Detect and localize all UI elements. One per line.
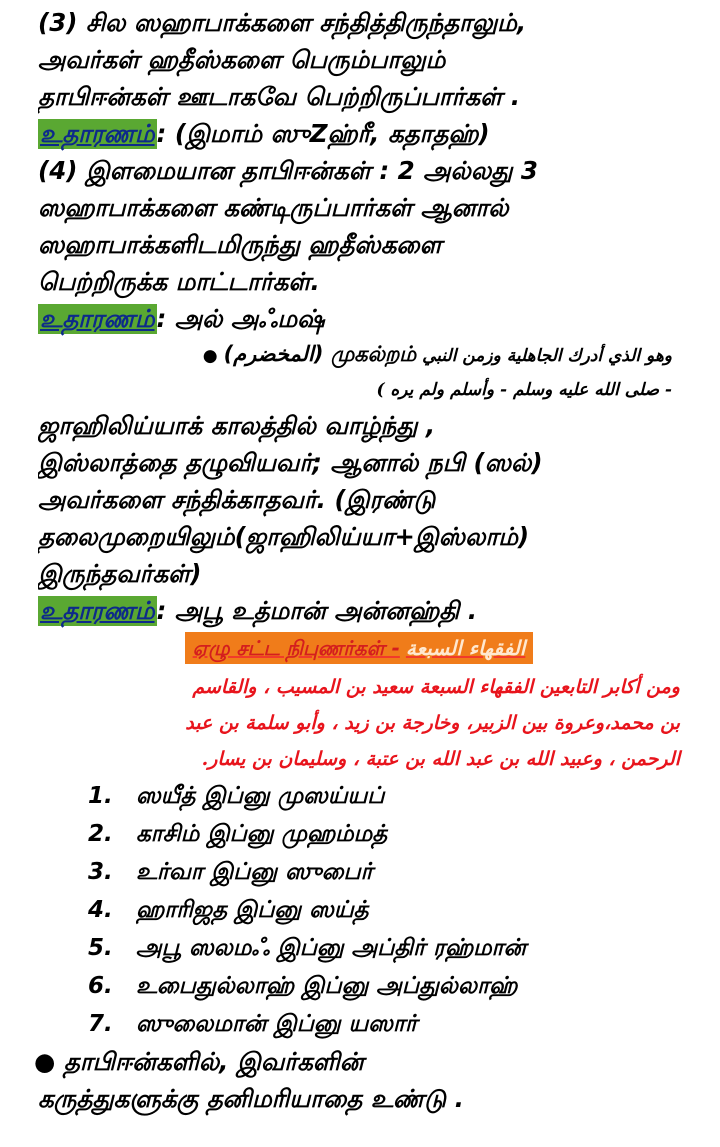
jurists-arabic-line-1: ومن أكابر التابعين الفقهاء السبعة سعيد بن المسيب ، والقاسم — [192, 676, 680, 698]
list-number: 6. — [88, 973, 113, 999]
para3-example — [38, 115, 710, 152]
list-item — [88, 815, 710, 853]
example-label: உதாரணம் — [40, 119, 155, 148]
para4-line-4: பெற்றிருக்க மாட்டார்கள். — [38, 267, 320, 296]
list-item — [88, 777, 710, 815]
para4-line-2: ஸஹாபாக்களை கண்டிருப்பார்கள் ஆனால் — [38, 193, 509, 222]
list-number: 2. — [88, 821, 113, 847]
mukhadram-definition-line-1 — [38, 337, 710, 373]
list-item — [88, 1005, 710, 1043]
jurists-arabic-line-3: الرحمن ، وعبيد الله بن عبد الله بن عتبة ، وسليمان بن يسار. — [201, 748, 680, 770]
mukhadram-definition-line-2: - صلى الله عليه وسلم - وأسلم ولم يره ) — [376, 380, 672, 400]
list-text: ஸுலைமான் இப்னு யஸார் — [136, 1011, 417, 1037]
list-number: 4. — [88, 897, 113, 923]
example-text: : அபூ உத்மான் அன்னஹ்தி . — [156, 596, 478, 625]
example-text: : (இமாம் ஸுZஹ்ரீ, கதாதஹ்) — [156, 119, 490, 148]
para4-example — [38, 300, 710, 337]
jurists-arabic-line-2: بن محمد،وعروة بين الزبير، وخارجة بن زيد ، وأبو سلمة بن عبد — [185, 712, 680, 734]
para3-line-3: தாபிஈன்கள் ஊடாகவே பெற்றிருப்பார்கள் . — [38, 82, 521, 111]
example-label: உதாரணம் — [40, 304, 155, 333]
list-text: உபைதுல்லாஹ் இப்னு அப்துல்லாஹ் — [136, 973, 518, 999]
list-text: காசிம் இப்னு முஹம்மத் — [136, 821, 388, 847]
list-number: 5. — [88, 935, 113, 961]
list-text: அபூ ஸலமஃ இப்னு அப்திர் ரஹ்மான் — [136, 935, 526, 961]
jurists-list — [38, 777, 710, 1043]
list-text: ஹாரிஜத இப்னு ஸய்த் — [136, 897, 369, 923]
mukhadram-line-3: அவர்களை சந்திக்காதவர். (இரண்டு — [38, 485, 436, 514]
list-item — [88, 891, 710, 929]
closing-text-1: தாபிஈன்களில், இவர்களின் — [63, 1047, 364, 1076]
para4-line-1: (4) இளமையான தாபிஈன்கள் : 2 அல்லது 3 — [38, 156, 538, 185]
mukhadram-line-5: இருந்தவர்கள்) — [38, 559, 202, 588]
para3-line-2: அவர்கள் ஹதீஸ்களை பெரும்பாலும் — [38, 45, 446, 74]
mukhadram-example — [38, 592, 710, 629]
example-label: உதாரணம் — [40, 596, 155, 625]
mukhadram-arabic-1: وهو الذي أدرك الجاهلية وزمن النبي — [422, 346, 672, 366]
para4-line-3: ஸஹாபாக்களிடமிருந்து ஹதீஸ்களை — [38, 230, 442, 259]
seven-jurists-banner — [185, 632, 534, 664]
mukhadram-line-1: ஜாஹிலிய்யாக் காலத்தில் வாழ்ந்து , — [38, 411, 436, 440]
banner-arabic: الفقهاء السبعة — [405, 636, 526, 660]
list-item — [88, 967, 710, 1005]
list-number: 1. — [88, 783, 113, 809]
list-number: 7. — [88, 1011, 113, 1037]
example-text: : அல் அஃமஷ் — [156, 304, 325, 333]
mukhadram-term: முகல்றம் (المخضرم) — [223, 342, 417, 366]
bullet-icon: ● — [202, 346, 218, 366]
closing-line-1 — [34, 1043, 710, 1080]
list-item — [88, 853, 710, 891]
para3-line-1: (3) சில ஸஹாபாக்களை சந்தித்திருந்தாலும், — [38, 8, 527, 37]
list-number: 3. — [88, 859, 113, 885]
seven-jurists-banner-row — [38, 631, 710, 669]
list-text: ஸயீத் இப்னு முஸய்யப் — [136, 783, 385, 809]
closing-line-2: கருத்துகளுக்கு தனிமரியாதை உண்டு . — [38, 1084, 464, 1113]
banner-tamil: ஏழு சட்ட நிபுணர்கள் - — [192, 636, 400, 660]
list-text: உர்வா இப்னு ஸுபைர் — [136, 859, 373, 885]
list-item — [88, 929, 710, 967]
mukhadram-line-4: தலைமுறையிலும்(ஜாஹிலிய்யா+இஸ்லாம்) — [38, 522, 530, 551]
mukhadram-line-2: இஸ்லாத்தை தழுவியவர்; ஆனால் நபி (ஸல்) — [38, 448, 543, 477]
bullet-icon: ● — [34, 1047, 56, 1076]
